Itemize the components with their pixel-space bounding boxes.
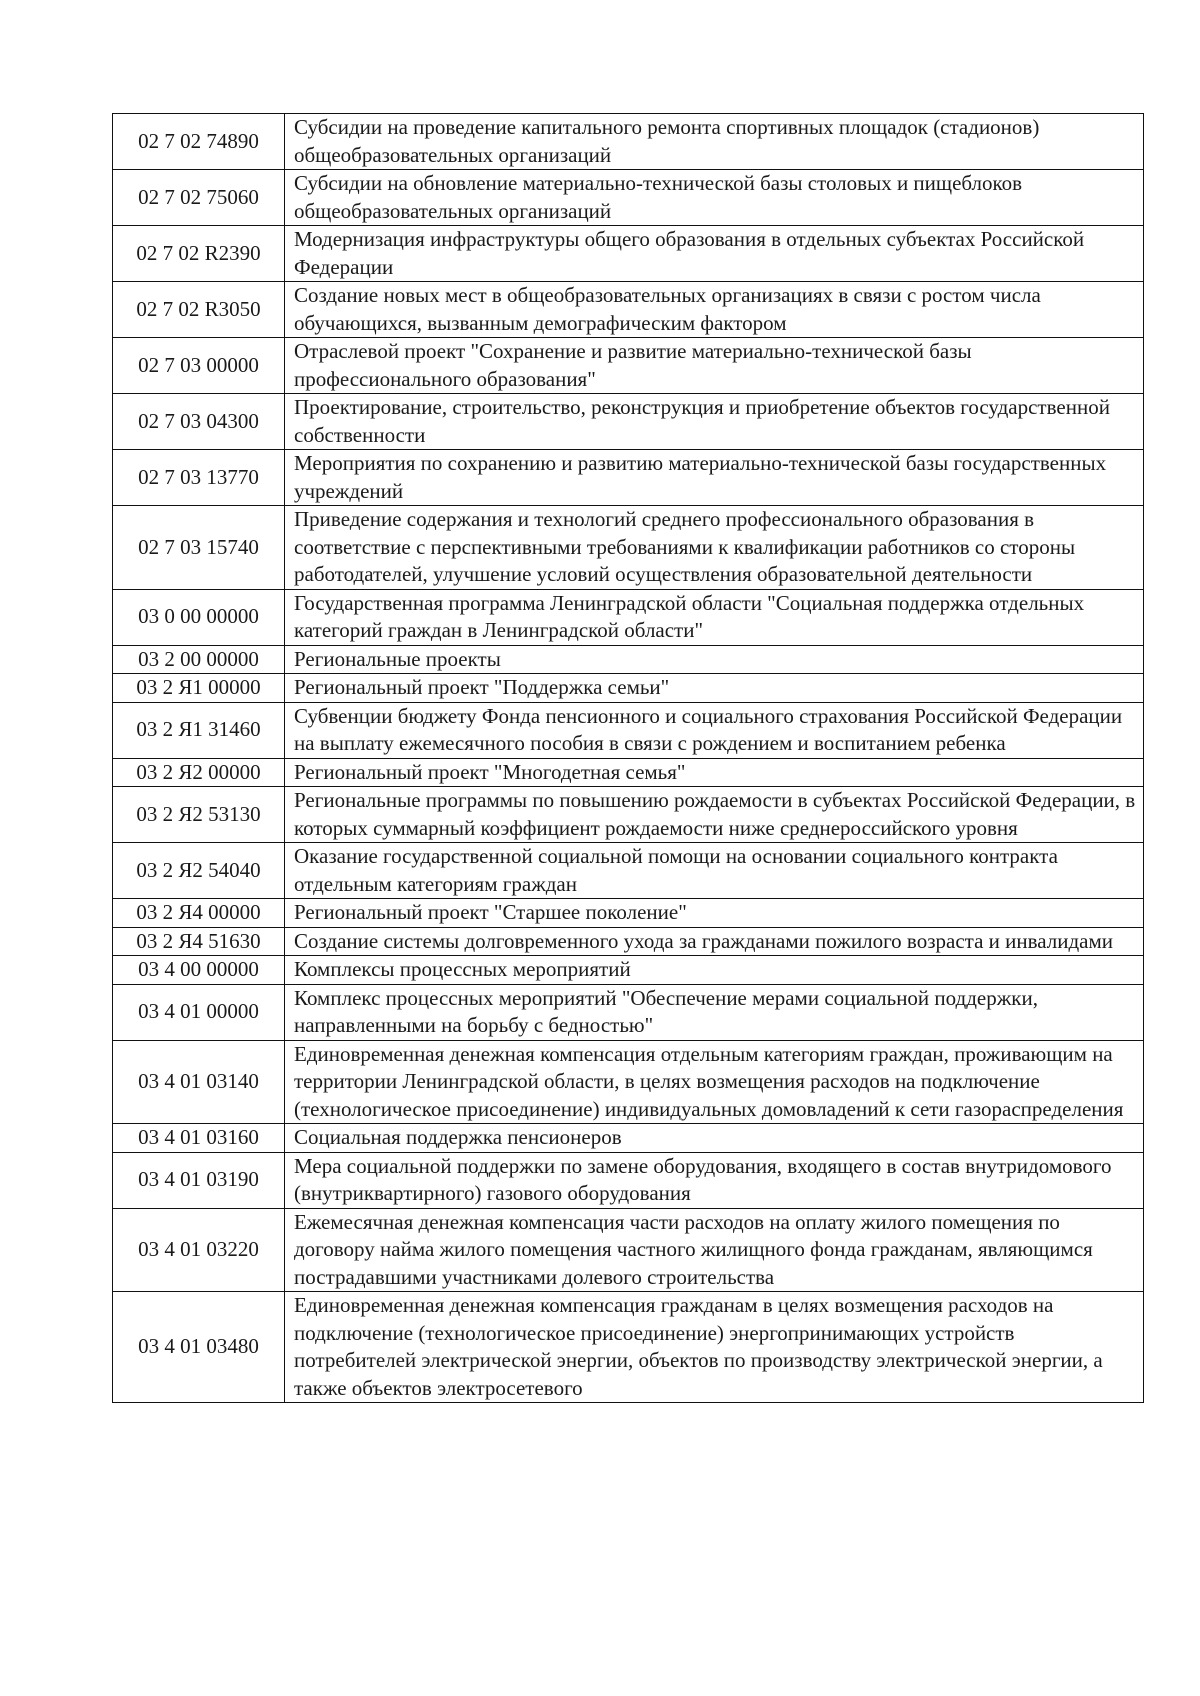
row-description-cell: Создание системы долговременного ухода за гражданами пожилого возраста и инвалидами <box>285 927 1144 956</box>
row-code-cell: 02 7 02 R2390 <box>113 226 285 282</box>
row-description-cell: Региональный проект "Многодетная семья" <box>285 758 1144 787</box>
row-code-cell: 02 7 03 04300 <box>113 394 285 450</box>
table-row <box>113 170 1144 226</box>
table-body <box>113 114 1144 1403</box>
table-row <box>113 506 1144 590</box>
row-description-cell: Региональные программы по повышению рождаемости в субъектах Российской Федерации, в которых суммарный коэффициент рождаемости ниже среднероссийского уровня <box>285 787 1144 843</box>
row-description-cell: Единовременная денежная компенсация гражданам в целях возмещения расходов на подключение (технологическое присоединение) энергопринимающих устройств потребителей электрической энергии, объектов по производству электрической энергии, а также объектов электросетевого <box>285 1292 1144 1403</box>
row-code-cell: 03 4 01 03190 <box>113 1152 285 1208</box>
table-row <box>113 1208 1144 1292</box>
row-code-cell: 02 7 02 R3050 <box>113 282 285 338</box>
row-code-cell: 03 2 Я2 00000 <box>113 758 285 787</box>
row-code-cell: 03 4 01 03160 <box>113 1124 285 1153</box>
row-code-cell: 03 2 Я1 00000 <box>113 674 285 703</box>
row-code-cell: 02 7 03 15740 <box>113 506 285 590</box>
row-description-cell: Приведение содержания и технологий среднего профессионального образования в соответствие с перспективными требованиями к квалификации работников со стороны работодателей, улучшение условий осуществления образовательной деятельности <box>285 506 1144 590</box>
row-description-cell: Региональные проекты <box>285 645 1144 674</box>
row-description-cell: Региональный проект "Поддержка семьи" <box>285 674 1144 703</box>
table-row <box>113 645 1144 674</box>
row-code-cell: 03 2 Я2 54040 <box>113 843 285 899</box>
row-code-cell: 03 4 01 03140 <box>113 1040 285 1124</box>
budget-classification-table <box>112 113 1144 1403</box>
table-row <box>113 1124 1144 1153</box>
row-description-cell: Единовременная денежная компенсация отдельным категориям граждан, проживающим на территории Ленинградской области, в целях возмещения расходов на подключение (технологическое присоединение) индивидуальных домовладений к сети газораспределения <box>285 1040 1144 1124</box>
table-row <box>113 843 1144 899</box>
row-description-cell: Модернизация инфраструктуры общего образования в отдельных субъектах Российской Федерации <box>285 226 1144 282</box>
row-code-cell: 03 4 01 03480 <box>113 1292 285 1403</box>
row-description-cell: Социальная поддержка пенсионеров <box>285 1124 1144 1153</box>
row-code-cell: 02 7 03 13770 <box>113 450 285 506</box>
row-description-cell: Проектирование, строительство, реконструкция и приобретение объектов государственной собственности <box>285 394 1144 450</box>
row-code-cell: 03 2 Я2 53130 <box>113 787 285 843</box>
table-row <box>113 984 1144 1040</box>
row-code-cell: 03 2 Я4 00000 <box>113 899 285 928</box>
row-description-cell: Мера социальной поддержки по замене оборудования, входящего в состав внутридомового (внутриквартирного) газового оборудования <box>285 1152 1144 1208</box>
table-row <box>113 927 1144 956</box>
row-code-cell: 03 2 Я1 31460 <box>113 702 285 758</box>
row-description-cell: Оказание государственной социальной помощи на основании социального контракта отдельным категориям граждан <box>285 843 1144 899</box>
row-description-cell: Субвенции бюджету Фонда пенсионного и социального страхования Российской Федерации на выплату ежемесячного пособия в связи с рождением и воспитанием ребенка <box>285 702 1144 758</box>
table-row <box>113 1292 1144 1403</box>
row-description-cell: Комплекс процессных мероприятий "Обеспечение мерами социальной поддержки, направленными на борьбу с бедностью" <box>285 984 1144 1040</box>
table-row <box>113 589 1144 645</box>
row-code-cell: 02 7 02 74890 <box>113 114 285 170</box>
row-description-cell: Субсидии на проведение капитального ремонта спортивных площадок (стадионов) общеобразовательных организаций <box>285 114 1144 170</box>
row-description-cell: Региональный проект "Старшее поколение" <box>285 899 1144 928</box>
row-code-cell: 03 0 00 00000 <box>113 589 285 645</box>
row-description-cell: Создание новых мест в общеобразовательных организациях в связи с ростом числа обучающихся, вызванным демографическим фактором <box>285 282 1144 338</box>
row-code-cell: 03 4 01 03220 <box>113 1208 285 1292</box>
table-row <box>113 282 1144 338</box>
row-code-cell: 03 4 00 00000 <box>113 956 285 985</box>
row-code-cell: 02 7 03 00000 <box>113 338 285 394</box>
table-row <box>113 450 1144 506</box>
table-row <box>113 787 1144 843</box>
row-code-cell: 03 4 01 00000 <box>113 984 285 1040</box>
row-description-cell: Мероприятия по сохранению и развитию материально-технической базы государственных учреждений <box>285 450 1144 506</box>
table-row <box>113 899 1144 928</box>
table-row <box>113 226 1144 282</box>
table-row <box>113 394 1144 450</box>
row-description-cell: Отраслевой проект "Сохранение и развитие материально-технической базы профессионального образования" <box>285 338 1144 394</box>
table-row <box>113 1040 1144 1124</box>
row-code-cell: 03 2 Я4 51630 <box>113 927 285 956</box>
row-description-cell: Государственная программа Ленинградской области "Социальная поддержка отдельных категорий граждан в Ленинградской области" <box>285 589 1144 645</box>
table-row <box>113 1152 1144 1208</box>
row-code-cell: 03 2 00 00000 <box>113 645 285 674</box>
table-row <box>113 338 1144 394</box>
row-description-cell: Комплексы процессных мероприятий <box>285 956 1144 985</box>
table-row <box>113 956 1144 985</box>
table-row <box>113 114 1144 170</box>
table-row <box>113 758 1144 787</box>
table-row <box>113 702 1144 758</box>
row-description-cell: Ежемесячная денежная компенсация части расходов на оплату жилого помещения по договору найма жилого помещения частного жилищного фонда гражданам, являющимся пострадавшими участниками долевого строительства <box>285 1208 1144 1292</box>
row-description-cell: Субсидии на обновление материально-технической базы столовых и пищеблоков общеобразовательных организаций <box>285 170 1144 226</box>
table-row <box>113 674 1144 703</box>
row-code-cell: 02 7 02 75060 <box>113 170 285 226</box>
